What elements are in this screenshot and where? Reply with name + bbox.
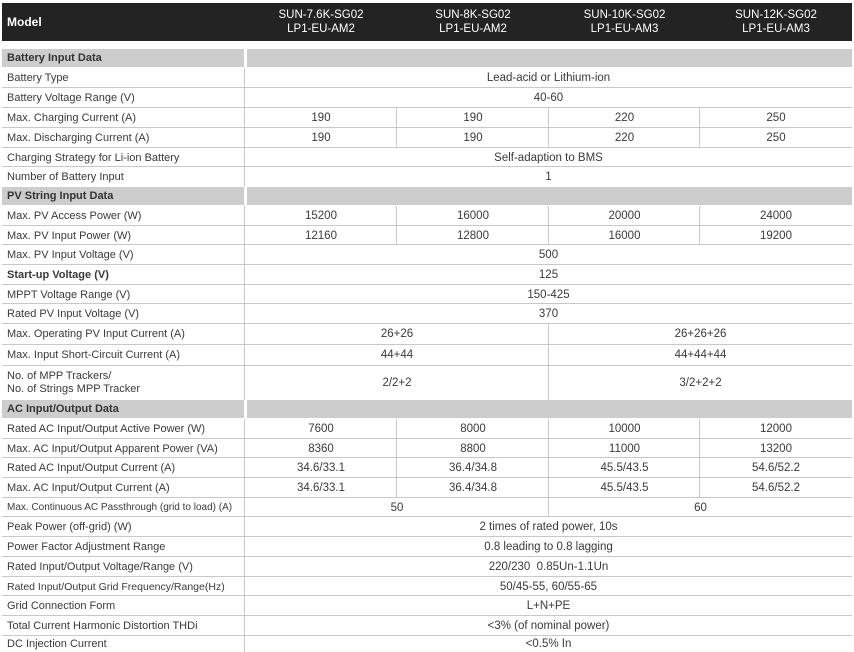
row-value: 50 (390, 501, 404, 514)
row-value: 190 (311, 111, 331, 124)
row-value: 54.6/52.2 (752, 461, 800, 474)
row-value: 34.6/33.1 (297, 461, 345, 474)
row-value: 44+44+44 (674, 349, 727, 361)
row-value: 2 times of rated power, 10s (479, 520, 618, 533)
table-row (2, 577, 852, 596)
row-label: Grid Connection Form (7, 599, 116, 612)
row-label: Peak Power (off-grid) (W) (7, 520, 132, 533)
row-value: 10000 (608, 422, 641, 435)
row-value: 8360 (308, 442, 334, 455)
row-value: 13200 (760, 442, 792, 455)
row-value: 45.5/43.5 (600, 461, 649, 474)
row-label: Rated AC Input/Output Active Power (W) (7, 422, 206, 435)
row-value: 11000 (608, 442, 641, 455)
table-row (2, 366, 852, 399)
row-value: 34.6/33.1 (297, 481, 345, 494)
row-label-line: No. of MPP Trackers/ (7, 369, 112, 382)
row-value: 16000 (457, 209, 489, 222)
table-row (2, 108, 852, 127)
row-value: 40-60 (533, 91, 564, 104)
table-row (2, 596, 852, 615)
table-row (2, 498, 852, 517)
table-row (2, 167, 852, 186)
row-value: 190 (311, 131, 331, 144)
row-label: Max. AC Input/Output Current (A) (7, 481, 170, 494)
section-title: Battery Input Data (2, 49, 244, 67)
table-row (2, 324, 852, 344)
table-row (2, 148, 852, 167)
table-row (2, 439, 852, 458)
row-value: 16000 (608, 229, 641, 242)
section-ac (2, 400, 852, 418)
row-label: Rated Input/Output Voltage/Range (V) (7, 560, 193, 573)
table-row (2, 478, 852, 497)
row-value: 190 (463, 111, 483, 124)
model-name: SUN-8K-SG02 (435, 9, 511, 21)
row-value: 190 (463, 131, 483, 144)
table-row (2, 419, 852, 438)
row-value: 370 (538, 307, 559, 320)
model-name: SUN-12K-SG02 (735, 9, 817, 21)
row-value: 220 (614, 131, 635, 144)
table-row (2, 636, 852, 652)
row-label: Max. Charging Current (A) (7, 111, 136, 124)
row-value: <0.5% In (525, 638, 572, 650)
row-label: Number of Battery Input (7, 170, 124, 183)
model-variant: LP1-EU-AM2 (287, 23, 355, 35)
row-value: 60 (694, 501, 707, 514)
table-row (2, 557, 852, 576)
row-value: 45.5/43.5 (600, 481, 649, 494)
table-row (2, 458, 852, 477)
row-value: 500 (538, 248, 559, 261)
table-row (2, 537, 852, 556)
row-value: 3/2+2+2 (679, 376, 722, 389)
row-label: Charging Strategy for Li-ion Battery (7, 151, 180, 164)
table-row (2, 285, 852, 304)
row-value: 36.4/34.8 (449, 461, 497, 474)
row-label-line: No. of Strings MPP Tracker (7, 382, 141, 395)
row-label: Max. PV Input Power (W) (7, 229, 132, 242)
model-variant: LP1-EU-AM3 (742, 23, 810, 35)
model-col-3 (549, 3, 700, 41)
row-value: Self-adaption to BMS (494, 151, 603, 164)
row-label: Battery Voltage Range (V) (7, 91, 135, 104)
row-value: 26+26 (380, 328, 414, 340)
model-col-1 (245, 3, 397, 41)
table-row (2, 245, 852, 264)
row-value: 54.6/52.2 (752, 481, 800, 494)
row-label: Rated AC Input/Output Current (A) (7, 461, 176, 474)
row-label: Battery Type (7, 71, 69, 84)
row-value: 220 (614, 111, 635, 124)
row-value: 220/230 0.85Un-1.1Un (488, 560, 609, 573)
row-value: 0.8 leading to 0.8 lagging (484, 540, 613, 553)
model-label: Model (7, 15, 42, 29)
model-variant: LP1-EU-AM3 (590, 23, 659, 35)
row-label: Max. PV Access Power (W) (7, 209, 142, 222)
row-label (2, 366, 244, 399)
row-label: Max. AC Input/Output Apparent Power (VA) (7, 442, 218, 455)
row-value: 24000 (760, 209, 792, 222)
table-header (2, 3, 852, 41)
row-label: DC Injection Current (7, 638, 107, 650)
row-label: Max. Continuous AC Passthrough (grid to load) (A) (7, 502, 233, 513)
section-title: AC Input/Output Data (2, 400, 244, 418)
row-value: 15200 (305, 209, 337, 222)
row-label: Max. Operating PV Input Current (A) (7, 328, 185, 340)
model-name: SUN-7.6K-SG02 (278, 9, 364, 21)
row-value: 12160 (305, 229, 337, 242)
row-value: L+N+PE (526, 599, 571, 612)
section-pv (2, 187, 852, 205)
row-value: 7600 (308, 422, 334, 435)
row-label: Max. Input Short-Circuit Current (A) (7, 349, 180, 361)
row-value: 8000 (460, 422, 486, 435)
row-value: 36.4/34.8 (449, 481, 497, 494)
row-value: <3% (of nominal power) (487, 619, 610, 632)
row-value: 12800 (457, 229, 489, 242)
table-row (2, 265, 852, 284)
row-value: Lead-acid or Lithium-ion (486, 71, 611, 84)
model-col-4 (700, 3, 852, 41)
table-row (2, 88, 852, 107)
row-value: 150-425 (527, 288, 570, 301)
row-value: 2/2+2 (382, 376, 412, 389)
table-row (2, 517, 852, 536)
row-label: Max. Discharging Current (A) (7, 131, 150, 144)
row-value: 125 (538, 268, 559, 281)
row-value: 12000 (760, 422, 792, 435)
row-label: Power Factor Adjustment Range (7, 540, 166, 553)
table-row (2, 226, 852, 245)
row-label: Rated PV Input Voltage (V) (7, 307, 140, 320)
row-label: MPPT Voltage Range (V) (7, 288, 131, 301)
row-label: Start-up Voltage (V) (7, 268, 109, 281)
table-row (2, 304, 852, 323)
row-value: 8800 (460, 442, 486, 455)
table-row (2, 68, 852, 87)
row-value: 26+26+26 (674, 328, 727, 340)
model-name: SUN-10K-SG02 (583, 9, 666, 21)
row-value: 44+44 (380, 349, 414, 361)
section-title: PV String Input Data (2, 187, 244, 205)
model-variant: LP1-EU-AM2 (439, 23, 507, 35)
table-row (2, 616, 852, 635)
section-battery (2, 49, 852, 67)
row-value: 1 (545, 170, 552, 183)
row-label: Max. PV Input Voltage (V) (7, 248, 134, 261)
row-value: 250 (766, 131, 786, 144)
row-value: 19200 (760, 229, 792, 242)
row-value: 250 (766, 111, 786, 124)
row-label: Total Current Harmonic Distortion THDi (7, 619, 198, 632)
row-value: 20000 (608, 209, 641, 222)
model-col-2 (397, 3, 549, 41)
table-row (2, 128, 852, 147)
row-value: 50/45-55, 60/55-65 (499, 580, 598, 593)
row-label: Rated Input/Output Grid Frequency/Range(Hz) (7, 580, 225, 593)
table-row (2, 206, 852, 225)
table-row (2, 345, 852, 365)
